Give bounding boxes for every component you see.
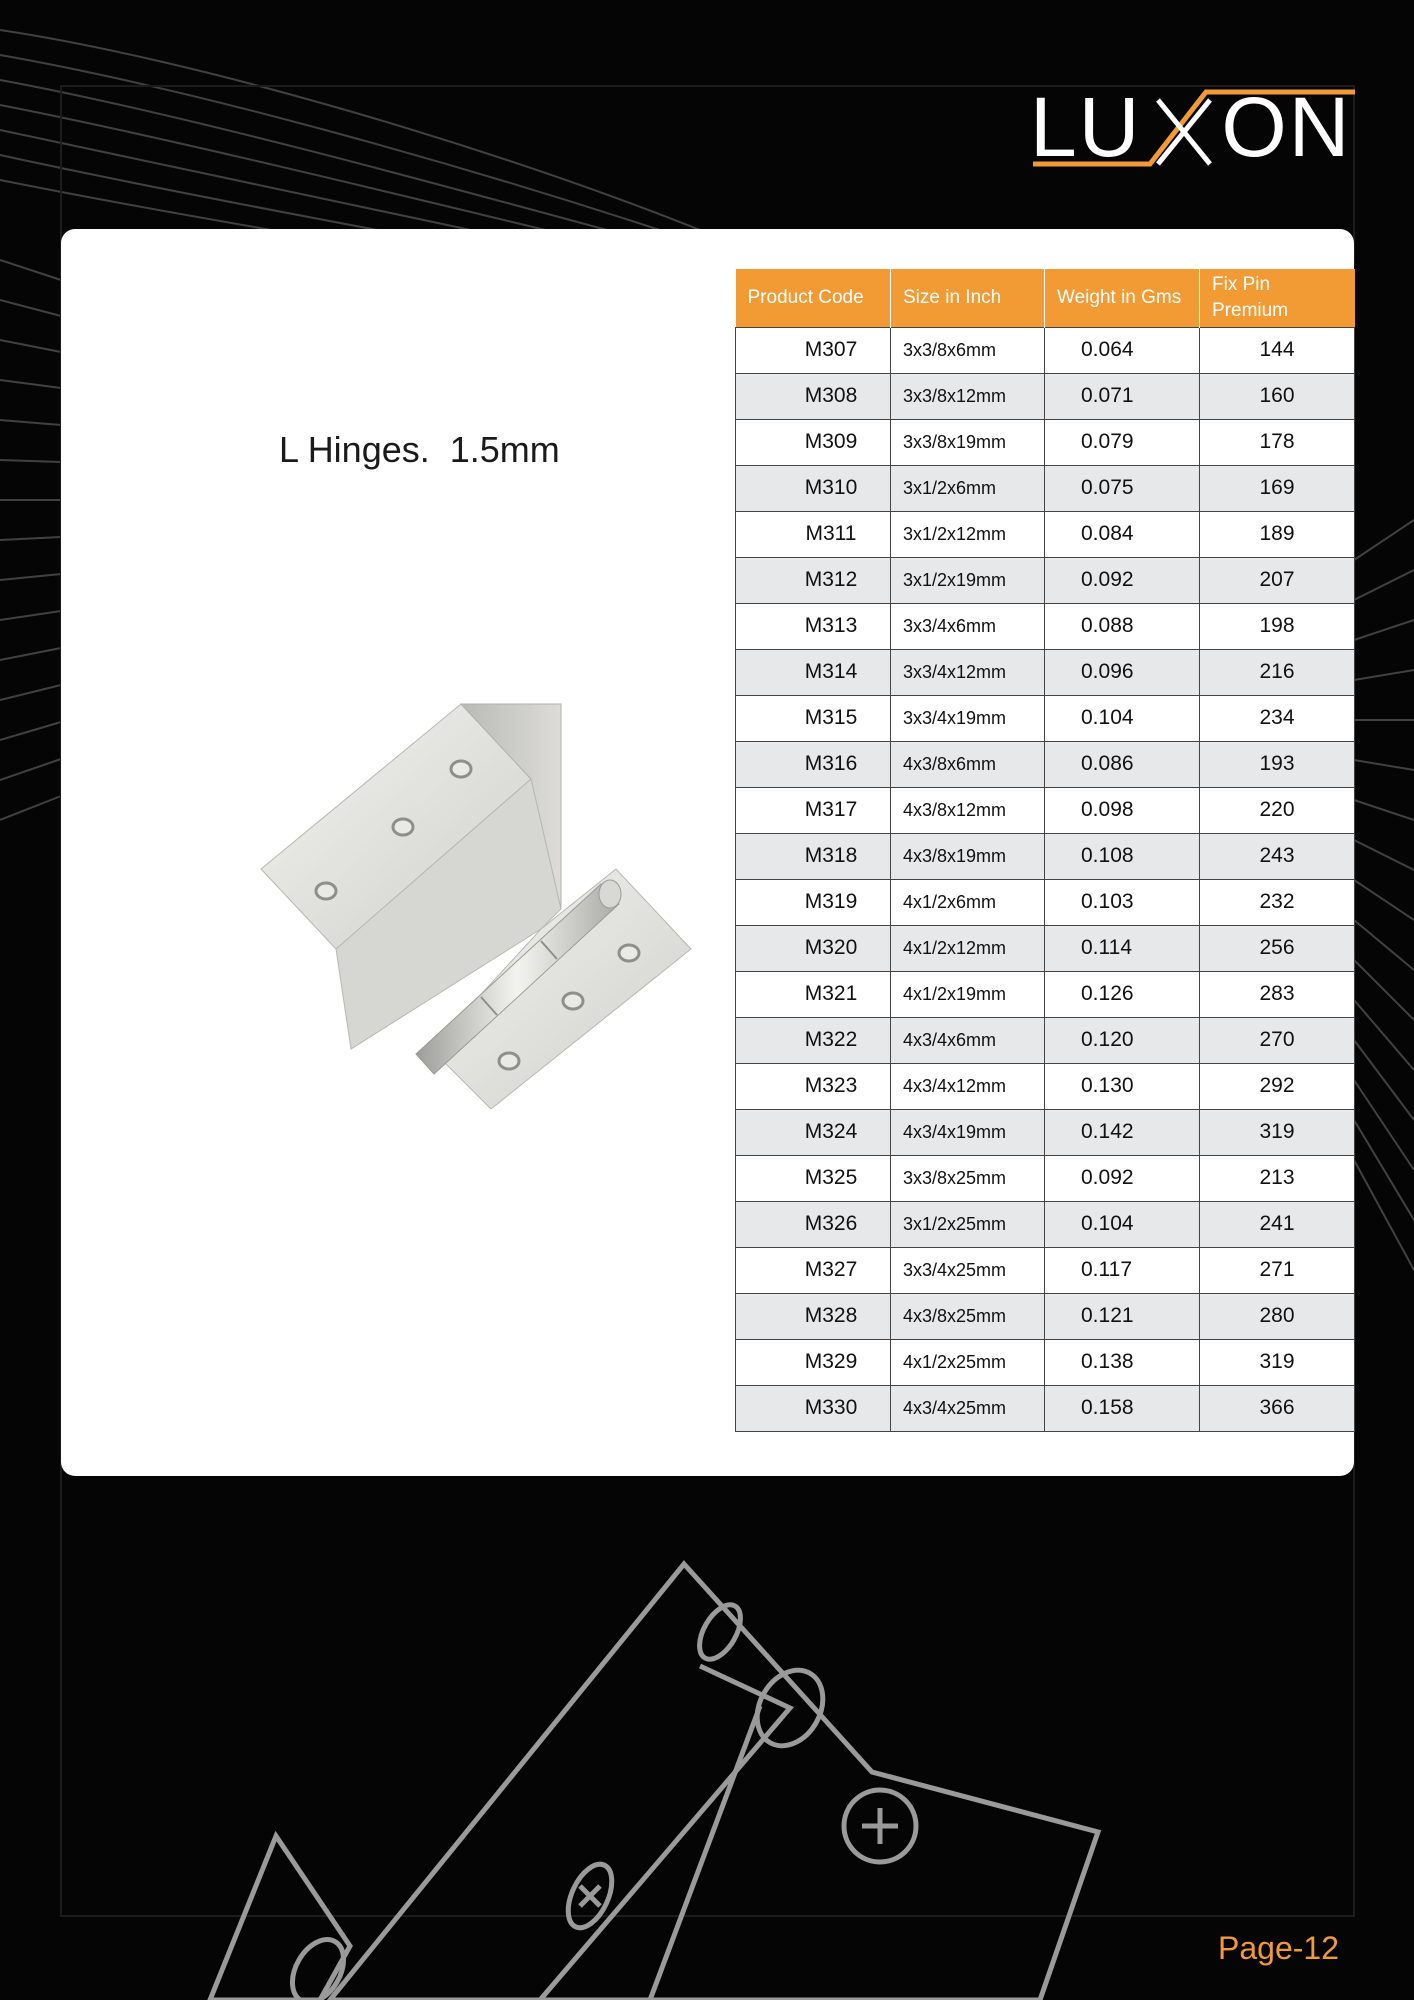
table-row bbox=[736, 879, 1355, 925]
table-row bbox=[736, 465, 1355, 511]
table-row bbox=[736, 1293, 1355, 1339]
cell-weight: 0.120 bbox=[1045, 1017, 1200, 1063]
cell-weight: 0.092 bbox=[1045, 1155, 1200, 1201]
cell-weight: 0.075 bbox=[1045, 465, 1200, 511]
header-product-code: Product Code bbox=[736, 269, 891, 327]
cell-fix-pin-premium: 234 bbox=[1200, 695, 1355, 741]
cell-weight: 0.096 bbox=[1045, 649, 1200, 695]
cell-weight: 0.142 bbox=[1045, 1109, 1200, 1155]
table-row bbox=[736, 925, 1355, 971]
cell-weight: 0.064 bbox=[1045, 327, 1200, 373]
header-fix-pin-premium: Fix Pin Premium bbox=[1200, 269, 1355, 327]
cell-size: 4x3/8x6mm bbox=[891, 741, 1045, 787]
cell-size: 4x3/4x12mm bbox=[891, 1063, 1045, 1109]
cell-fix-pin-premium: 216 bbox=[1200, 649, 1355, 695]
cell-product-code: M322 bbox=[736, 1017, 891, 1063]
table-row bbox=[736, 419, 1355, 465]
cell-product-code: M321 bbox=[736, 971, 891, 1017]
cell-size: 3x1/2x6mm bbox=[891, 465, 1045, 511]
page-number: Page-12 bbox=[1218, 1930, 1339, 1966]
cell-product-code: M309 bbox=[736, 419, 891, 465]
cell-size: 4x1/2x12mm bbox=[891, 925, 1045, 971]
table-row bbox=[736, 1339, 1355, 1385]
cell-size: 3x3/8x6mm bbox=[891, 327, 1045, 373]
cell-size: 4x3/4x25mm bbox=[891, 1385, 1045, 1431]
cell-fix-pin-premium: 271 bbox=[1200, 1247, 1355, 1293]
cell-size: 3x3/4x25mm bbox=[891, 1247, 1045, 1293]
cell-size: 4x3/8x12mm bbox=[891, 787, 1045, 833]
table-row bbox=[736, 1385, 1355, 1431]
cell-fix-pin-premium: 232 bbox=[1200, 879, 1355, 925]
cell-product-code: M318 bbox=[736, 833, 891, 879]
cell-weight: 0.092 bbox=[1045, 557, 1200, 603]
cell-size: 4x1/2x6mm bbox=[891, 879, 1045, 925]
cell-fix-pin-premium: 193 bbox=[1200, 741, 1355, 787]
table-header-row bbox=[736, 269, 1355, 327]
spec-table bbox=[735, 269, 1355, 1432]
cell-product-code: M319 bbox=[736, 879, 891, 925]
cell-product-code: M325 bbox=[736, 1155, 891, 1201]
hinge-outline-icon bbox=[0, 1476, 1414, 2000]
cell-product-code: M324 bbox=[736, 1109, 891, 1155]
cell-product-code: M315 bbox=[736, 695, 891, 741]
cell-fix-pin-premium: 283 bbox=[1200, 971, 1355, 1017]
cell-fix-pin-premium: 213 bbox=[1200, 1155, 1355, 1201]
cell-weight: 0.104 bbox=[1045, 695, 1200, 741]
table-row bbox=[736, 833, 1355, 879]
brand-wordmark: LU ON bbox=[1030, 80, 1352, 174]
cell-product-code: M327 bbox=[736, 1247, 891, 1293]
cell-size: 4x3/4x19mm bbox=[891, 1109, 1045, 1155]
cell-weight: 0.117 bbox=[1045, 1247, 1200, 1293]
cell-product-code: M311 bbox=[736, 511, 891, 557]
cell-product-code: M307 bbox=[736, 327, 891, 373]
cell-fix-pin-premium: 189 bbox=[1200, 511, 1355, 557]
table-row bbox=[736, 373, 1355, 419]
cell-fix-pin-premium: 169 bbox=[1200, 465, 1355, 511]
cell-product-code: M329 bbox=[736, 1339, 891, 1385]
cell-weight: 0.108 bbox=[1045, 833, 1200, 879]
cell-product-code: M320 bbox=[736, 925, 891, 971]
table-row bbox=[736, 1155, 1355, 1201]
l-hinge-icon bbox=[191, 609, 711, 1109]
cell-product-code: M308 bbox=[736, 373, 891, 419]
cell-product-code: M314 bbox=[736, 649, 891, 695]
cell-product-code: M316 bbox=[736, 741, 891, 787]
cell-weight: 0.114 bbox=[1045, 925, 1200, 971]
cell-size: 4x3/8x25mm bbox=[891, 1293, 1045, 1339]
cell-product-code: M312 bbox=[736, 557, 891, 603]
cell-size: 3x3/4x12mm bbox=[891, 649, 1045, 695]
table-row bbox=[736, 741, 1355, 787]
cell-product-code: M326 bbox=[736, 1201, 891, 1247]
table-row bbox=[736, 1109, 1355, 1155]
cell-product-code: M310 bbox=[736, 465, 891, 511]
cell-size: 4x1/2x25mm bbox=[891, 1339, 1045, 1385]
cell-fix-pin-premium: 292 bbox=[1200, 1063, 1355, 1109]
brand-logo bbox=[1030, 82, 1355, 172]
table-row bbox=[736, 1247, 1355, 1293]
table-row bbox=[736, 787, 1355, 833]
cell-size: 3x3/4x6mm bbox=[891, 603, 1045, 649]
cell-fix-pin-premium: 178 bbox=[1200, 419, 1355, 465]
cell-fix-pin-premium: 144 bbox=[1200, 327, 1355, 373]
table-row bbox=[736, 695, 1355, 741]
cell-size: 3x3/8x12mm bbox=[891, 373, 1045, 419]
table-row bbox=[736, 557, 1355, 603]
cell-weight: 0.158 bbox=[1045, 1385, 1200, 1431]
cell-fix-pin-premium: 198 bbox=[1200, 603, 1355, 649]
cell-fix-pin-premium: 319 bbox=[1200, 1109, 1355, 1155]
cell-size: 4x3/4x6mm bbox=[891, 1017, 1045, 1063]
cell-fix-pin-premium: 243 bbox=[1200, 833, 1355, 879]
cell-weight: 0.103 bbox=[1045, 879, 1200, 925]
cell-size: 4x1/2x19mm bbox=[891, 971, 1045, 1017]
table-row bbox=[736, 1063, 1355, 1109]
cell-fix-pin-premium: 256 bbox=[1200, 925, 1355, 971]
table-row bbox=[736, 1017, 1355, 1063]
cell-size: 3x1/2x19mm bbox=[891, 557, 1045, 603]
table-row bbox=[736, 1201, 1355, 1247]
cell-weight: 0.130 bbox=[1045, 1063, 1200, 1109]
cell-weight: 0.088 bbox=[1045, 603, 1200, 649]
cell-product-code: M330 bbox=[736, 1385, 891, 1431]
cell-size: 3x3/8x19mm bbox=[891, 419, 1045, 465]
cell-weight: 0.126 bbox=[1045, 971, 1200, 1017]
cell-fix-pin-premium: 319 bbox=[1200, 1339, 1355, 1385]
table-row bbox=[736, 511, 1355, 557]
cell-fix-pin-premium: 220 bbox=[1200, 787, 1355, 833]
logo-x-mark-icon bbox=[1030, 82, 1355, 172]
cell-product-code: M328 bbox=[736, 1293, 891, 1339]
header-weight: Weight in Gms bbox=[1045, 269, 1200, 327]
cell-size: 3x1/2x25mm bbox=[891, 1201, 1045, 1247]
cell-weight: 0.071 bbox=[1045, 373, 1200, 419]
cell-fix-pin-premium: 160 bbox=[1200, 373, 1355, 419]
cell-product-code: M323 bbox=[736, 1063, 891, 1109]
cell-weight: 0.098 bbox=[1045, 787, 1200, 833]
header-size: Size in Inch bbox=[891, 269, 1045, 327]
table-row bbox=[736, 603, 1355, 649]
cell-fix-pin-premium: 270 bbox=[1200, 1017, 1355, 1063]
cell-fix-pin-premium: 207 bbox=[1200, 557, 1355, 603]
cell-size: 3x1/2x12mm bbox=[891, 511, 1045, 557]
cell-weight: 0.079 bbox=[1045, 419, 1200, 465]
cell-weight: 0.121 bbox=[1045, 1293, 1200, 1339]
product-title: L Hinges. 1.5mm bbox=[279, 429, 560, 470]
cell-fix-pin-premium: 241 bbox=[1200, 1201, 1355, 1247]
cell-weight: 0.084 bbox=[1045, 511, 1200, 557]
cell-weight: 0.086 bbox=[1045, 741, 1200, 787]
table-row bbox=[736, 649, 1355, 695]
spec-table-body bbox=[736, 327, 1355, 1431]
cell-weight: 0.104 bbox=[1045, 1201, 1200, 1247]
cell-size: 3x3/8x25mm bbox=[891, 1155, 1045, 1201]
table-row bbox=[736, 971, 1355, 1017]
cell-size: 4x3/8x19mm bbox=[891, 833, 1045, 879]
table-row bbox=[736, 327, 1355, 373]
cell-product-code: M313 bbox=[736, 603, 891, 649]
cell-size: 3x3/4x19mm bbox=[891, 695, 1045, 741]
cell-fix-pin-premium: 280 bbox=[1200, 1293, 1355, 1339]
cell-weight: 0.138 bbox=[1045, 1339, 1200, 1385]
cell-product-code: M317 bbox=[736, 787, 891, 833]
cell-fix-pin-premium: 366 bbox=[1200, 1385, 1355, 1431]
product-card bbox=[61, 229, 1354, 1476]
